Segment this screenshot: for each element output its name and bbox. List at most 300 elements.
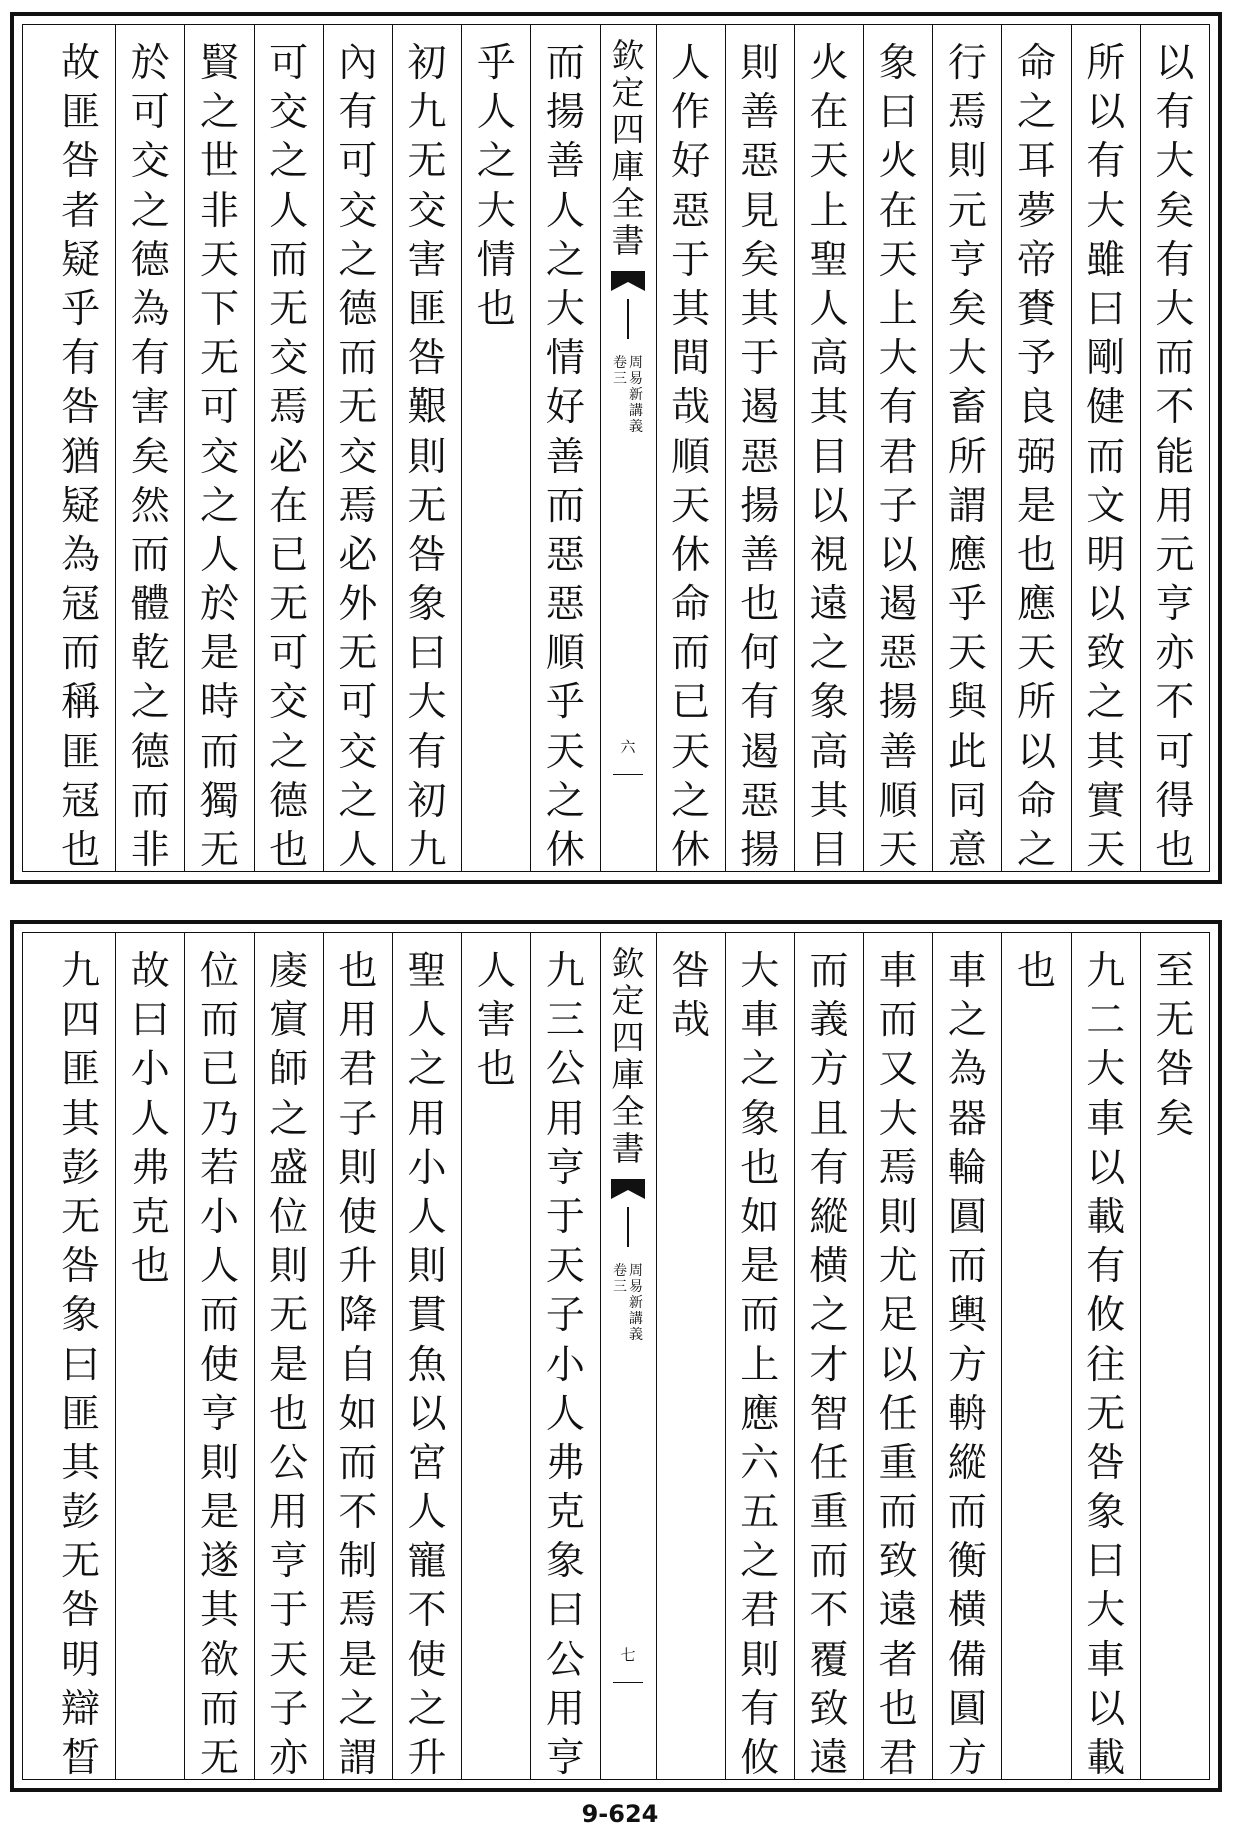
glyph: 小 (407, 1145, 447, 1191)
glyph: 匪 (61, 90, 101, 136)
glyph: 稱 (61, 680, 101, 726)
text-column (254, 25, 323, 871)
glyph: 而 (61, 631, 101, 677)
glyph: 弗 (130, 1145, 170, 1191)
glyph: 子 (269, 1686, 309, 1732)
glyph: 有 (338, 90, 378, 136)
glyph: 也 (878, 1686, 918, 1732)
glyph: 又 (878, 1047, 918, 1093)
glyph: 盛 (269, 1145, 309, 1191)
glyph: 遠 (809, 582, 849, 628)
glyph: 之 (947, 998, 987, 1044)
glyph: 而 (1155, 336, 1195, 382)
top-page-text-frame (22, 24, 1210, 872)
glyph: 順 (878, 778, 918, 824)
glyph: 上 (740, 1342, 780, 1388)
glyph: 也 (269, 828, 309, 871)
glyph: 其 (809, 778, 849, 824)
glyph: 小 (199, 1194, 239, 1240)
glyph: 咎 (407, 532, 447, 578)
glyph: 无 (61, 1539, 101, 1585)
text-column (863, 25, 932, 871)
glyph: 乎 (947, 582, 987, 628)
glyph: 是 (338, 1637, 378, 1683)
book-label (613, 1263, 643, 1343)
glyph: 焉 (338, 483, 378, 529)
glyph: 亨 (545, 1145, 585, 1191)
glyph: 以 (1086, 90, 1126, 136)
glyph: 不 (1155, 680, 1195, 726)
glyph: 矣 (1155, 1096, 1195, 1142)
glyph: 天 (545, 729, 585, 775)
glyph: 九 (545, 949, 585, 994)
glyph: 猶 (61, 434, 101, 480)
glyph: 攸 (1086, 1293, 1126, 1339)
glyph: 天 (199, 237, 239, 283)
glyph: 應 (1017, 582, 1057, 628)
glyph: 其 (1086, 729, 1126, 775)
glyph: 矣 (740, 237, 780, 283)
glyph: 子 (878, 483, 918, 529)
glyph: 圓 (947, 1194, 987, 1240)
glyph: 小 (130, 1047, 170, 1093)
glyph: 必 (269, 434, 309, 480)
glyph: 車 (878, 949, 918, 994)
glyph: 象 (878, 41, 918, 86)
glyph: 見 (740, 188, 780, 234)
glyph: 若 (199, 1145, 239, 1191)
glyph: 講 (629, 1311, 643, 1327)
glyph: 故 (61, 41, 101, 86)
glyph: 交 (269, 680, 309, 726)
glyph: 可 (1155, 729, 1195, 775)
glyph: 晳 (61, 1736, 101, 1779)
glyph: 欽 (611, 36, 645, 75)
glyph: 害 (476, 998, 516, 1044)
glyph: 情 (476, 237, 516, 283)
divider (613, 774, 643, 776)
glyph: 疑 (61, 237, 101, 283)
glyph: 方 (809, 1047, 849, 1093)
glyph: 天 (878, 237, 918, 283)
glyph: 也 (740, 1145, 780, 1191)
text-column (932, 25, 1001, 871)
glyph: 之 (269, 1096, 309, 1142)
text-column (46, 933, 115, 1779)
glyph: 人 (199, 1244, 239, 1290)
glyph: 君 (878, 434, 918, 480)
glyph: 有 (1155, 237, 1195, 283)
glyph: 休 (545, 828, 585, 871)
glyph: 得 (1155, 778, 1195, 824)
glyph: 而 (199, 1686, 239, 1732)
glyph: 高 (809, 336, 849, 382)
glyph: 天 (1017, 631, 1057, 677)
glyph: 二 (1086, 998, 1126, 1044)
glyph: 大 (947, 336, 987, 382)
glyph: 有 (1086, 1244, 1126, 1290)
glyph: 咎 (61, 1588, 101, 1634)
glyph: 庫 (611, 147, 645, 186)
glyph: 无 (338, 385, 378, 431)
glyph: 是 (269, 1342, 309, 1388)
text-column (392, 25, 461, 871)
glyph: 遠 (878, 1588, 918, 1634)
text-column (1071, 933, 1140, 1779)
glyph: 賚 (1017, 286, 1057, 332)
glyph: 非 (130, 828, 170, 871)
glyph: 无 (269, 582, 309, 628)
glyph: 而 (878, 1490, 918, 1536)
glyph: 也 (1155, 828, 1195, 871)
glyph: 乃 (199, 1096, 239, 1142)
glyph: 卷 (613, 355, 627, 371)
glyph: 冦 (61, 778, 101, 824)
glyph: 而 (199, 729, 239, 775)
glyph: 其 (61, 1440, 101, 1486)
glyph: 用 (545, 1096, 585, 1142)
text-column (115, 933, 184, 1779)
glyph: 其 (740, 286, 780, 332)
glyph: 且 (809, 1096, 849, 1142)
divider (627, 1207, 629, 1247)
glyph: 而 (545, 41, 585, 86)
glyph: 焉 (947, 90, 987, 136)
glyph: 夢 (1017, 188, 1057, 234)
glyph: 善 (740, 532, 780, 578)
glyph: 而 (199, 998, 239, 1044)
glyph: 交 (407, 188, 447, 234)
glyph: 咎 (61, 139, 101, 185)
glyph: 之 (338, 1686, 378, 1732)
glyph: 善 (878, 729, 918, 775)
glyph: 載 (1086, 1194, 1126, 1240)
glyph: 必 (338, 532, 378, 578)
glyph: 元 (947, 188, 987, 234)
glyph: 作 (671, 90, 711, 136)
glyph: 德 (130, 237, 170, 283)
glyph: 火 (878, 139, 918, 185)
glyph: 君 (740, 1588, 780, 1634)
glyph: 之 (1017, 828, 1057, 871)
text-column (932, 933, 1001, 1779)
glyph: 象 (61, 1293, 101, 1339)
glyph: 者 (61, 188, 101, 234)
glyph: 應 (947, 532, 987, 578)
glyph: 在 (269, 483, 309, 529)
glyph: 易 (629, 1279, 643, 1295)
glyph: 之 (1017, 90, 1057, 136)
glyph: 定 (611, 981, 645, 1020)
glyph: 使 (338, 1194, 378, 1240)
text-column (392, 933, 461, 1779)
glyph: 天 (269, 1637, 309, 1683)
glyph: 定 (611, 73, 645, 112)
glyph: 三 (613, 371, 627, 387)
glyph: 耳 (1017, 139, 1057, 185)
glyph: 義 (629, 1327, 643, 1343)
glyph: 其 (671, 286, 711, 332)
glyph: 无 (269, 286, 309, 332)
glyph: 人 (199, 532, 239, 578)
glyph: 君 (878, 1736, 918, 1779)
glyph: 此 (947, 729, 987, 775)
glyph: 任 (878, 1391, 918, 1437)
glyph: 人 (130, 1096, 170, 1142)
glyph: 載 (1086, 1736, 1126, 1779)
glyph: 新 (629, 387, 643, 403)
glyph: 人 (407, 1490, 447, 1536)
glyph: 亦 (269, 1736, 309, 1779)
glyph: 欽 (611, 944, 645, 983)
glyph: 在 (878, 188, 918, 234)
glyph: 書 (611, 221, 645, 260)
glyph: 克 (130, 1194, 170, 1240)
glyph: 亨 (545, 1736, 585, 1779)
glyph: 以 (1017, 729, 1057, 775)
book-label (613, 355, 643, 435)
glyph: 而 (740, 1293, 780, 1339)
glyph: 遏 (740, 385, 780, 431)
glyph: 六 (740, 1440, 780, 1486)
text-column (184, 25, 253, 871)
text-column (323, 933, 392, 1779)
glyph: 縱 (809, 1194, 849, 1240)
glyph: 謂 (338, 1736, 378, 1779)
glyph: 大 (407, 680, 447, 726)
glyph: 乎 (61, 286, 101, 332)
glyph: 五 (740, 1490, 780, 1536)
glyph: 人 (407, 998, 447, 1044)
glyph: 是 (740, 1244, 780, 1290)
glyph: 惡 (545, 532, 585, 578)
glyph: 无 (407, 139, 447, 185)
glyph: 九 (407, 828, 447, 871)
glyph: 周 (629, 355, 643, 371)
glyph: 揚 (878, 680, 918, 726)
glyph: 其 (61, 1096, 101, 1142)
glyph: 其 (809, 385, 849, 431)
text-column (656, 933, 725, 1779)
text-column (254, 933, 323, 1779)
glyph: 可 (269, 41, 309, 86)
glyph: 也 (476, 1047, 516, 1093)
glyph: 乎 (545, 680, 585, 726)
glyph: 冦 (61, 582, 101, 628)
glyph: 輪 (947, 1145, 987, 1191)
glyph: 惡 (740, 139, 780, 185)
glyph: 升 (407, 1736, 447, 1779)
glyph: 天 (1086, 828, 1126, 871)
glyph: 大 (1086, 188, 1126, 234)
glyph: 義 (629, 419, 643, 435)
glyph: 以 (878, 532, 918, 578)
glyph: 四 (611, 110, 645, 149)
glyph: 庱 (269, 949, 309, 994)
text-column (1140, 933, 1209, 1779)
glyph: 也 (269, 1391, 309, 1437)
glyph: 于 (740, 336, 780, 382)
glyph: 往 (1086, 1342, 1126, 1388)
glyph: 惡 (740, 778, 780, 824)
glyph: 而 (878, 998, 918, 1044)
glyph: 器 (947, 1096, 987, 1142)
glyph: 命 (671, 582, 711, 628)
glyph: 不 (338, 1490, 378, 1536)
glyph: 无 (269, 1293, 309, 1339)
glyph: 天 (671, 483, 711, 529)
glyph: 使 (199, 1342, 239, 1388)
glyph: 任 (809, 1440, 849, 1486)
glyph: 已 (671, 680, 711, 726)
glyph: 初 (407, 778, 447, 824)
glyph: 之 (338, 778, 378, 824)
glyph: 象 (740, 1096, 780, 1142)
volume-label (613, 355, 627, 435)
glyph: 賢 (199, 41, 239, 86)
glyph: 好 (671, 139, 711, 185)
glyph: 交 (338, 729, 378, 775)
glyph: 聖 (809, 237, 849, 283)
glyph: 至 (1155, 949, 1195, 994)
glyph: 之 (740, 1539, 780, 1585)
glyph: 則 (199, 1440, 239, 1486)
glyph: 弼 (1017, 434, 1057, 480)
glyph: 矣 (130, 434, 170, 480)
glyph: 備 (947, 1637, 987, 1683)
glyph: 德 (269, 778, 309, 824)
glyph: 之 (130, 680, 170, 726)
bottom-page (10, 920, 1222, 1792)
glyph: 方 (947, 1736, 987, 1779)
glyph: 无 (61, 1194, 101, 1240)
glyph: 子 (545, 1293, 585, 1339)
glyph: 欲 (199, 1637, 239, 1683)
glyph: 順 (671, 434, 711, 480)
glyph: 交 (199, 434, 239, 480)
glyph: 德 (338, 286, 378, 332)
glyph: 天 (947, 631, 987, 677)
glyph: 三 (613, 1279, 627, 1295)
glyph: 匪 (61, 1047, 101, 1093)
glyph: 致 (809, 1686, 849, 1732)
glyph: 之 (545, 778, 585, 824)
glyph: 疑 (61, 483, 101, 529)
glyph: 有 (61, 336, 101, 382)
glyph: 也 (740, 582, 780, 628)
glyph: 何 (740, 631, 780, 677)
text-column (461, 25, 530, 871)
glyph: 交 (130, 139, 170, 185)
glyph: 而 (199, 1293, 239, 1339)
glyph: 咎 (61, 1244, 101, 1290)
glyph: 而 (1086, 434, 1126, 480)
glyph: 横 (809, 1244, 849, 1290)
glyph: 聖 (407, 949, 447, 994)
glyph: 者 (878, 1637, 918, 1683)
glyph: 咎 (61, 385, 101, 431)
glyph: 之 (545, 237, 585, 283)
glyph: 咎 (1086, 1440, 1126, 1486)
glyph: 則 (740, 1637, 780, 1683)
text-column (1001, 25, 1070, 871)
glyph: 大 (1155, 139, 1195, 185)
glyph: 人 (476, 949, 516, 994)
glyph: 匪 (61, 1391, 101, 1437)
glyph: 以 (1086, 1686, 1126, 1732)
glyph: 則 (407, 1244, 447, 1290)
glyph: 遠 (809, 1736, 849, 1779)
glyph: 大 (545, 286, 585, 332)
glyph: 則 (878, 1194, 918, 1240)
glyph: 明 (1086, 532, 1126, 578)
glyph: 彭 (61, 1145, 101, 1191)
glyph: 魚 (407, 1342, 447, 1388)
glyph: 元 (1155, 532, 1195, 578)
glyph: 而 (947, 1244, 987, 1290)
text-column (794, 25, 863, 871)
glyph: 有 (740, 1686, 780, 1732)
glyph: 咎 (407, 336, 447, 382)
glyph: 時 (199, 680, 239, 726)
glyph: 而 (130, 532, 170, 578)
glyph: 亨 (947, 237, 987, 283)
glyph: 于 (269, 1588, 309, 1634)
glyph: 攸 (740, 1736, 780, 1779)
glyph: 可 (130, 90, 170, 136)
glyph: 人 (338, 828, 378, 871)
glyph: 惡 (545, 582, 585, 628)
glyph: 庫 (611, 1055, 645, 1094)
glyph: 剛 (1086, 336, 1126, 382)
glyph: 九 (407, 90, 447, 136)
glyph: 上 (878, 286, 918, 332)
glyph: 大 (878, 1096, 918, 1142)
glyph: 乾 (130, 631, 170, 677)
glyph: 順 (545, 631, 585, 677)
glyph: 能 (1155, 434, 1195, 480)
glyph: 是 (199, 631, 239, 677)
center-margin (600, 25, 656, 871)
glyph: 曰 (545, 1588, 585, 1634)
glyph: 卷 (613, 1263, 627, 1279)
glyph: 曰 (1086, 286, 1126, 332)
glyph: 之 (740, 1047, 780, 1093)
glyph: 內 (338, 41, 378, 86)
glyph: 休 (671, 532, 711, 578)
glyph: 其 (199, 1588, 239, 1634)
glyph: 畜 (947, 385, 987, 431)
glyph: 人 (671, 41, 711, 86)
glyph: 應 (740, 1391, 780, 1437)
glyph: 之 (809, 1293, 849, 1339)
glyph: 之 (476, 139, 516, 185)
glyph: 惡 (740, 434, 780, 480)
glyph: 用 (1155, 483, 1195, 529)
glyph: 人 (476, 90, 516, 136)
glyph: 而 (809, 949, 849, 994)
glyph: 曰 (130, 998, 170, 1044)
glyph: 在 (809, 90, 849, 136)
glyph: 曰 (61, 1342, 101, 1388)
glyph: 公 (545, 1047, 585, 1093)
glyph: 然 (130, 483, 170, 529)
glyph: 交 (338, 434, 378, 480)
glyph: 行 (947, 41, 987, 86)
glyph: 有 (407, 729, 447, 775)
glyph: 貫 (407, 1293, 447, 1339)
glyph: 天 (809, 139, 849, 185)
